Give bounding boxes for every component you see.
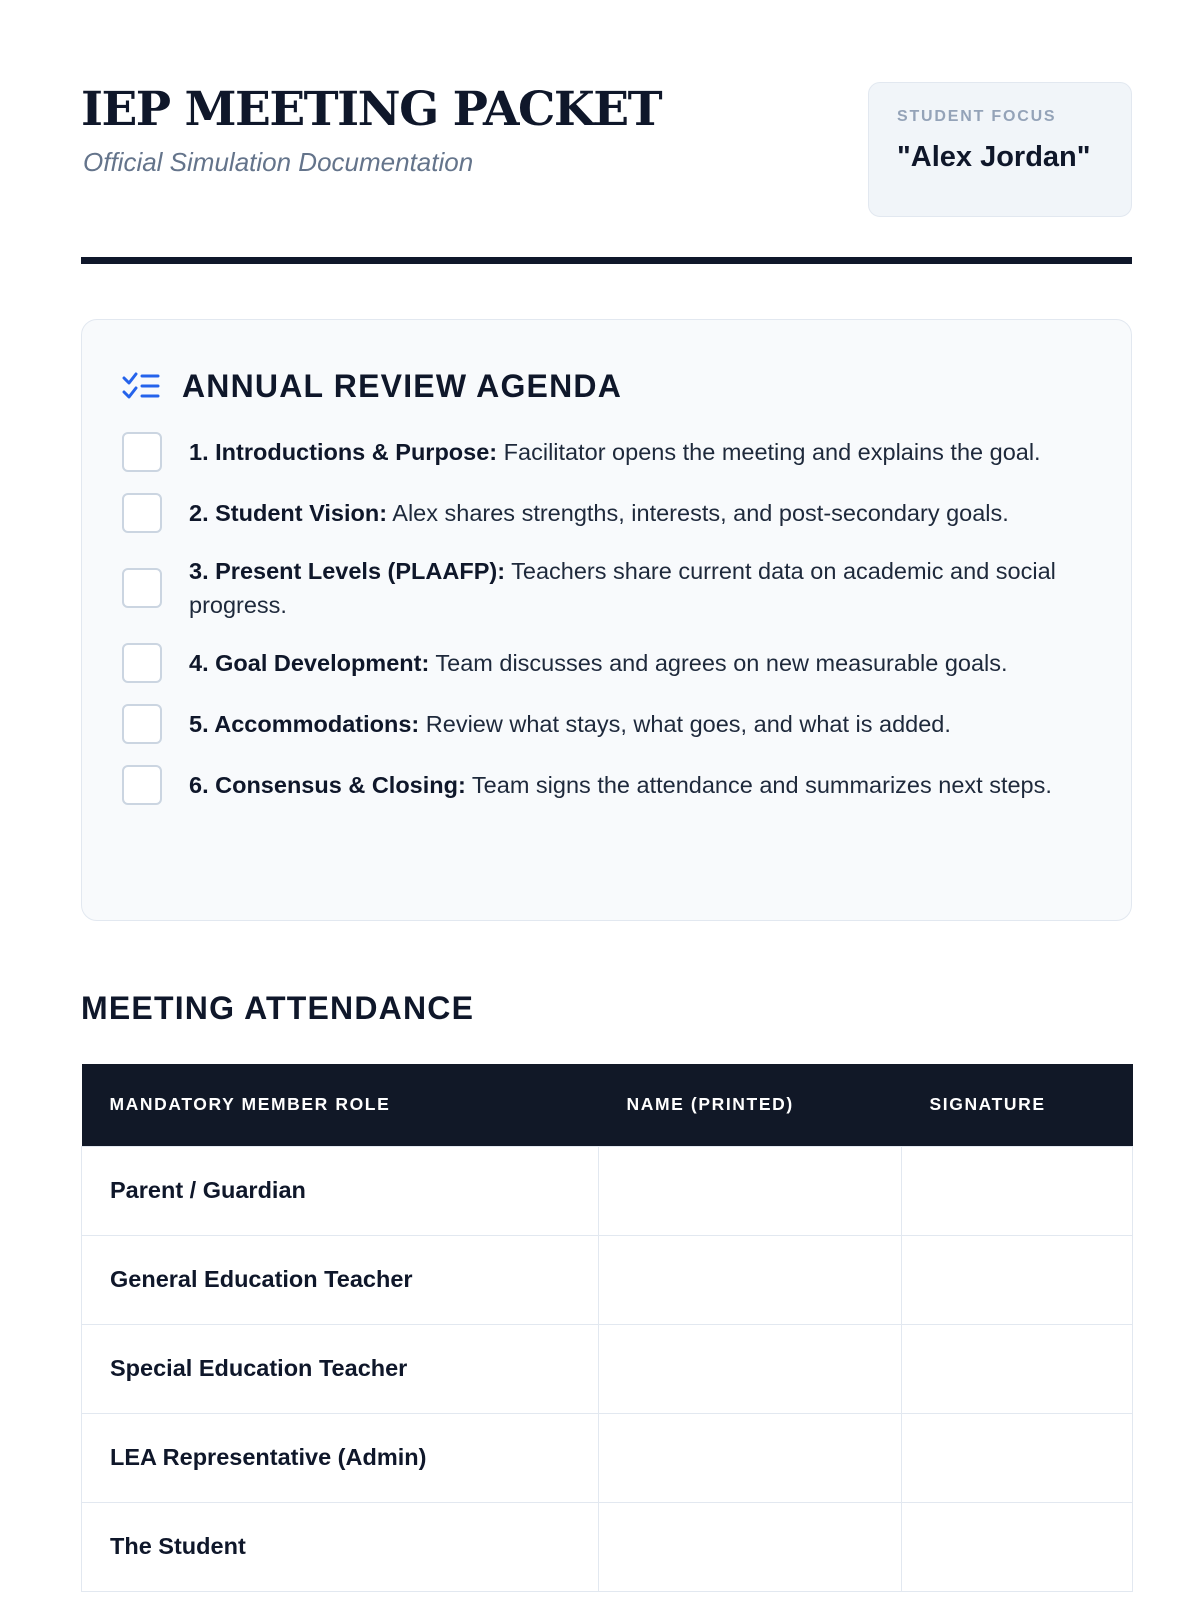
table-row bbox=[82, 1235, 1133, 1324]
agenda-checkbox[interactable] bbox=[122, 643, 162, 683]
agenda-item bbox=[122, 704, 1091, 744]
printed-name-cell[interactable] bbox=[599, 1413, 902, 1502]
agenda-item-text bbox=[189, 496, 1009, 530]
agenda-checkbox[interactable] bbox=[122, 704, 162, 744]
header-divider bbox=[81, 257, 1132, 264]
agenda-item-description: Review what stays, what goes, and what is added. bbox=[419, 711, 951, 737]
agenda-item-text bbox=[189, 707, 951, 741]
printed-name-cell[interactable] bbox=[599, 1146, 902, 1235]
signature-cell[interactable] bbox=[902, 1502, 1133, 1591]
agenda-item bbox=[122, 432, 1091, 472]
printed-name-cell[interactable] bbox=[599, 1235, 902, 1324]
document-page bbox=[81, 0, 1132, 1559]
agenda-item-heading: 5. Accommodations: bbox=[189, 711, 420, 737]
agenda-item-description: Team signs the attendance and summarizes next steps. bbox=[465, 772, 1052, 798]
student-focus-label: STUDENT FOCUS bbox=[897, 108, 1057, 125]
attendance-title: MEETING ATTENDANCE bbox=[81, 990, 475, 1026]
agenda-header bbox=[122, 364, 1091, 408]
agenda-item bbox=[122, 554, 1091, 622]
table-row bbox=[82, 1502, 1133, 1591]
member-role: Parent / Guardian bbox=[82, 1146, 599, 1235]
signature-cell[interactable] bbox=[902, 1324, 1133, 1413]
page-title: IEP MEETING PACKET bbox=[81, 82, 662, 137]
agenda-item-description: Facilitator opens the meeting and explains the goal. bbox=[497, 439, 1041, 465]
page-subtitle: Official Simulation Documentation bbox=[83, 147, 474, 177]
agenda-item-heading: 1. Introductions & Purpose: bbox=[189, 439, 498, 465]
agenda-item-description: Team discusses and agrees on new measurable goals. bbox=[429, 650, 1008, 676]
agenda-checkbox[interactable] bbox=[122, 765, 162, 805]
table-header-row bbox=[82, 1064, 1133, 1146]
agenda-checkbox[interactable] bbox=[122, 568, 162, 608]
table-row bbox=[82, 1324, 1133, 1413]
printed-name-cell[interactable] bbox=[599, 1324, 902, 1413]
checklist-icon bbox=[122, 370, 160, 402]
member-role: General Education Teacher bbox=[82, 1235, 599, 1324]
agenda-item-heading: 2. Student Vision: bbox=[189, 500, 388, 526]
table-row bbox=[82, 1146, 1133, 1235]
agenda-title: ANNUAL REVIEW AGENDA bbox=[182, 367, 623, 404]
column-header-name: NAME (PRINTED) bbox=[599, 1064, 902, 1146]
agenda-item-text bbox=[189, 768, 1052, 802]
agenda-item-text bbox=[189, 435, 1041, 469]
agenda-item bbox=[122, 493, 1091, 533]
signature-cell[interactable] bbox=[902, 1413, 1133, 1502]
packet-header bbox=[81, 0, 1132, 265]
agenda-item-description: Teachers share current data on academic and social progress. bbox=[189, 558, 1056, 618]
agenda-item bbox=[122, 643, 1091, 683]
student-focus-card bbox=[868, 82, 1132, 217]
member-role: Special Education Teacher bbox=[82, 1324, 599, 1413]
agenda-list bbox=[122, 432, 1091, 805]
agenda-item-description: Alex shares strengths, interests, and post-secondary goals. bbox=[387, 500, 1009, 526]
column-header-role: MANDATORY MEMBER ROLE bbox=[82, 1064, 599, 1146]
column-header-signature: SIGNATURE bbox=[902, 1064, 1133, 1146]
agenda-checkbox[interactable] bbox=[122, 432, 162, 472]
agenda-item-heading: 6. Consensus & Closing: bbox=[189, 772, 466, 798]
printed-name-cell[interactable] bbox=[599, 1502, 902, 1591]
member-role: LEA Representative (Admin) bbox=[82, 1413, 599, 1502]
agenda-item-text bbox=[189, 554, 1091, 622]
agenda-item-text bbox=[189, 646, 1008, 680]
signature-cell[interactable] bbox=[902, 1146, 1133, 1235]
signature-cell[interactable] bbox=[902, 1235, 1133, 1324]
member-role: The Student bbox=[82, 1502, 599, 1591]
agenda-item-heading: 3. Present Levels (PLAAFP): bbox=[189, 558, 506, 584]
agenda-checkbox[interactable] bbox=[122, 493, 162, 533]
agenda-card bbox=[81, 319, 1132, 921]
attendance-table bbox=[81, 1064, 1133, 1592]
agenda-item-heading: 4. Goal Development: bbox=[189, 650, 430, 676]
student-name: "Alex Jordan" bbox=[897, 141, 1091, 173]
table-row bbox=[82, 1413, 1133, 1502]
agenda-item bbox=[122, 765, 1091, 805]
